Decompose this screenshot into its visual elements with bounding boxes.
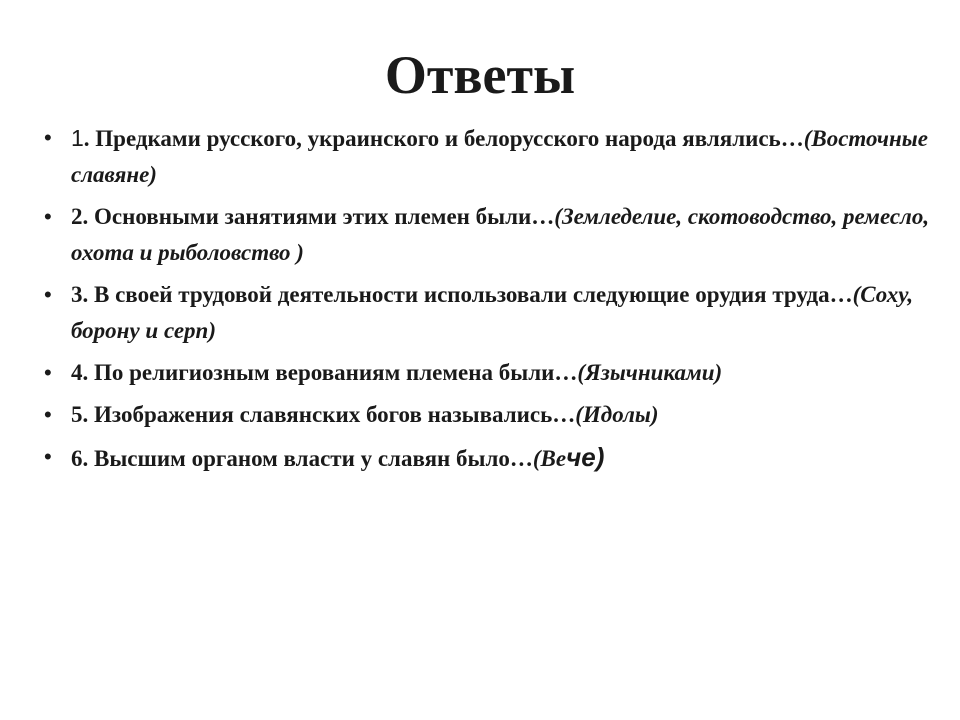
item-question: В своей трудовой деятельности использовали следующие орудия труда…: [94, 282, 853, 307]
item-number-suffix: .: [83, 126, 96, 151]
item-question: Предками русского, украинского и белорусского народа являлись…: [95, 126, 804, 151]
answers-list: [44, 120, 944, 483]
item-question: Изображения славянских богов назывались…: [94, 402, 576, 427]
answer-item-4: [44, 355, 944, 391]
item-number: 3.: [71, 282, 94, 307]
item-answer: (Язычниками): [577, 360, 723, 385]
bullet-icon: •: [44, 360, 52, 385]
answer-item-2: [44, 199, 944, 271]
item-answer-tail: че): [566, 442, 605, 472]
answer-item-1: [44, 120, 944, 193]
item-number: 5.: [71, 402, 94, 427]
bullet-icon: •: [44, 204, 52, 229]
bullet-icon: •: [44, 402, 52, 427]
item-answer: (Ве: [532, 446, 567, 471]
item-answer: (Идолы): [575, 402, 659, 427]
item-question: Высшим органом власти у славян было…: [94, 446, 533, 471]
item-number: 1: [71, 125, 84, 151]
item-number: 6.: [71, 446, 94, 471]
bullet-icon: •: [44, 125, 52, 150]
answer-item-6: [44, 439, 944, 477]
bullet-icon: •: [44, 282, 52, 307]
item-question: Основными занятиями этих племен были…: [94, 204, 555, 229]
answer-item-5: [44, 397, 944, 433]
item-question: По религиозным верованиям племена были…: [94, 360, 578, 385]
slide-title: Ответы: [384, 45, 576, 105]
answer-item-3: [44, 277, 944, 349]
bullet-icon: •: [44, 444, 52, 469]
item-answer: (Земледелие, скотоводство, ремесло, охота и рыболовство ): [71, 204, 930, 265]
item-number: 4.: [71, 360, 94, 385]
item-number: 2.: [71, 204, 94, 229]
item-answer: (Соху, борону и серп): [71, 282, 914, 343]
item-answer: (Восточные славяне): [71, 126, 928, 187]
